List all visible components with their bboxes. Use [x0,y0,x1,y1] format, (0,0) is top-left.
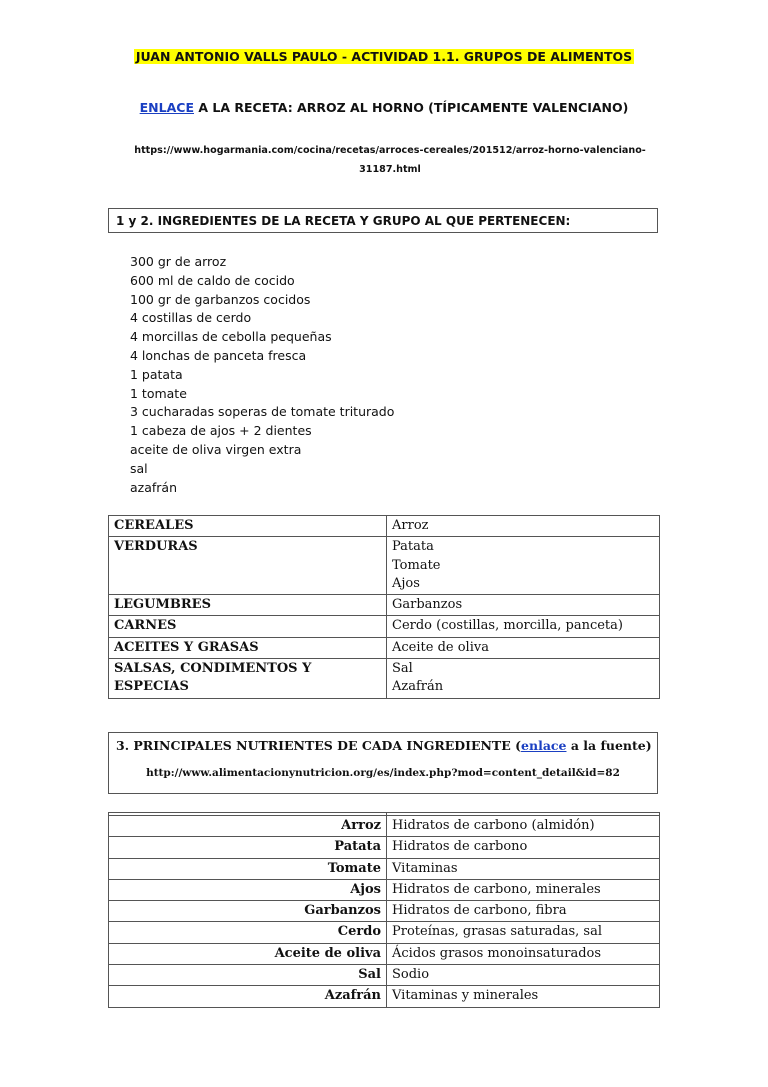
nutrient-value: Sodio [387,965,660,986]
nutrient-value: Hidratos de carbono, minerales [387,879,660,900]
ingredient-item: azafrán [130,479,178,495]
section3-heading-post: a la fuente) [566,738,652,753]
ingredient-item: 4 morcillas de cebolla pequeñas [130,329,332,345]
food-group-category: SALSAS, CONDIMENTOS Y ESPECIAS [109,659,387,699]
recipe-link[interactable]: ENLACE [139,100,194,115]
nutrient-row [109,943,660,964]
food-group-item: Arroz [392,518,429,533]
nutrient-ingredient: Ajos [109,879,387,900]
nutrient-row [109,986,660,1007]
food-group-row [109,537,660,595]
food-group-item: Cerdo (costillas, morcilla, panceta) [392,618,623,634]
nutrient-value: Vitaminas [387,858,660,879]
nutrient-row [109,965,660,986]
ingredient-list [130,253,394,497]
food-group-items [387,595,660,616]
nutrient-value: Hidratos de carbono [387,837,660,858]
section1-heading: 1 y 2. INGREDIENTES DE LA RECETA Y GRUPO AL QUE PERTENECEN: [108,208,658,233]
ingredient-item: 1 patata [130,366,183,382]
food-groups-table [108,515,660,699]
food-group-items [387,516,660,537]
nutrient-ingredient: Cerdo [109,922,387,943]
food-group-items [387,659,660,699]
nutrient-row [109,879,660,900]
food-group-item: Aceite de oliva [392,639,489,655]
document-title-text: JUAN ANTONIO VALLS PAULO - ACTIVIDAD 1.1. GRUPOS DE ALIMENTOS [135,49,633,64]
food-group-category: ACEITES Y GRASAS [109,637,387,658]
ingredient-item: 4 costillas de cerdo [130,310,252,326]
ingredient-item: 3 cucharadas soperas de tomate triturado [130,404,395,420]
nutrient-ingredient: Azafrán [109,986,387,1007]
food-group-row [109,659,660,699]
nutrient-ingredient: Tomate [109,858,387,879]
document-title [0,49,768,64]
nutrients-table [108,812,660,1008]
recipe-link-caption: A LA RECETA: ARROZ AL HORNO (TÍPICAMENTE VALENCIANO) [194,100,629,115]
nutrient-value: Ácidos grasos monoinsaturados [387,943,660,964]
ingredient-item: 1 cabeza de ajos + 2 dientes [130,423,312,439]
ingredient-item: 1 tomate [130,385,187,401]
food-group-row [109,637,660,658]
food-group-items [387,637,660,658]
food-group-row [109,616,660,637]
ingredient-item: 100 gr de garbanzos cocidos [130,291,311,307]
nutrient-value: Proteínas, grasas saturadas, sal [387,922,660,943]
nutrient-ingredient: Arroz [109,816,387,837]
nutrient-ingredient: Sal [109,965,387,986]
nutrient-value: Hidratos de carbono (almidón) [387,816,660,837]
food-group-row [109,595,660,616]
food-group-item: Garbanzos [392,597,463,613]
nutrient-row [109,837,660,858]
nutrient-row [109,858,660,879]
food-group-category: CARNES [109,616,387,637]
ingredient-item: aceite de oliva virgen extra [130,441,302,457]
food-group-item: Ajos [392,575,420,591]
nutrient-ingredient: Patata [109,837,387,858]
food-group-items [387,537,660,595]
food-group-item: Sal [392,661,413,677]
ingredient-item: 4 lonchas de panceta fresca [130,347,307,363]
source-url: http://www.alimentacionynutricion.org/es/index.php?mod=content_detail&id=82 [146,767,620,779]
recipe-link-line [0,100,768,115]
food-group-category: LEGUMBRES [109,595,387,616]
food-group-category: CEREALES [109,516,387,537]
nutrient-value: Hidratos de carbono, fibra [387,901,660,922]
ingredient-item: 600 ml de caldo de cocido [130,272,295,288]
nutrient-ingredient: Aceite de oliva [109,943,387,964]
nutrient-value: Vitaminas y minerales [387,986,660,1007]
food-group-item: Tomate [392,557,441,573]
food-group-category: VERDURAS [109,537,387,595]
nutrient-row [109,922,660,943]
food-group-items [387,616,660,637]
recipe-url: https://www.hogarmania.com/cocina/recetas/arroces-cereales/201512/arroz-horno-valenciano-31187.html [134,145,646,175]
section3-heading [108,732,658,794]
ingredient-item: sal [130,460,148,476]
ingredient-item: 300 gr de arroz [130,254,227,269]
nutrient-row [109,901,660,922]
source-link[interactable]: enlace [521,738,567,753]
food-group-row [109,516,660,537]
nutrient-row [109,816,660,837]
section3-heading-pre: 3. PRINCIPALES NUTRIENTES DE CADA INGREDIENTE ( [116,738,522,753]
nutrient-ingredient: Garbanzos [109,901,387,922]
food-group-item: Patata [392,539,434,555]
food-group-item: Azafrán [392,679,444,695]
